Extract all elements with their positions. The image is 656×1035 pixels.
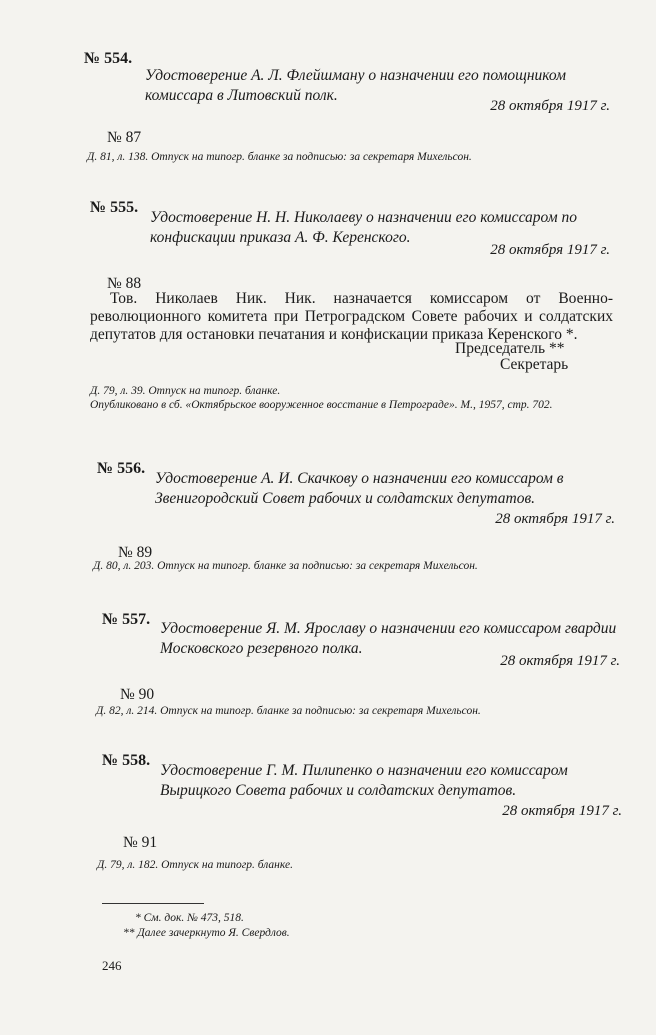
- doc-heading: Удостоверение А. И. Скачкову о назначении его комиссаром в Звенигородский Совет рабочих и солдатских депутатов.: [155, 470, 564, 507]
- page-number: 246: [102, 958, 122, 973]
- archive-source: Д. 81, л. 138. Отпуск на типогр. бланке за подписью: за секретаря Михельсон.: [87, 151, 472, 163]
- doc-number: № 557.: [102, 611, 151, 628]
- archive-source: Д. 79, л. 39. Отпуск на типогр. бланке.: [90, 385, 281, 397]
- doc-heading: Удостоверение А. Л. Флейшману о назначении его помощником комиссара в Литовский полк.: [145, 67, 566, 104]
- signature-secretary: Секретарь: [500, 356, 569, 373]
- footnote-divider: [102, 903, 204, 904]
- outgoing-number: № 88: [107, 275, 142, 292]
- doc-date: 28 октября 1917 г.: [490, 98, 610, 114]
- doc-number: № 558.: [102, 752, 151, 769]
- doc-date: 28 октября 1917 г.: [502, 803, 622, 819]
- doc-date: 28 октября 1917 г.: [490, 242, 610, 258]
- signature-chair: Председатель **: [455, 340, 565, 357]
- doc-heading: Удостоверение Я. М. Ярославу о назначении его комиссаром гвардии Московского резервного полка.: [160, 620, 617, 657]
- doc-number: № 554.: [84, 50, 133, 67]
- outgoing-number: № 89: [118, 544, 153, 561]
- doc-body: Тов. Николаев Ник. Ник. назначается комиссаром от Военно-революционного комитета при Петроградском Совете рабочих и солдатских депутатов для остановки печатания и конфискации приказа Керенского *.: [90, 290, 613, 343]
- archive-source: Д. 82, л. 214. Отпуск на типогр. бланке за подписью: за секретаря Михельсон.: [96, 705, 481, 717]
- doc-date: 28 октября 1917 г.: [495, 511, 615, 527]
- publication-note: Опубликовано в сб. «Октябрьское вооруженное восстание в Петрограде». М., 1957, стр. 702.: [90, 399, 553, 411]
- doc-heading: Удостоверение Н. Н. Николаеву о назначении его комиссаром по конфискации приказа А. Ф. Керенского.: [150, 209, 577, 246]
- doc-heading: Удостоверение Г. М. Пилипенко о назначении его комиссаром Вырицкого Совета рабочих и солдатских депутатов.: [160, 762, 568, 799]
- doc-date: 28 октября 1917 г.: [500, 653, 620, 669]
- outgoing-number: № 91: [123, 834, 158, 851]
- footnote: ** Далее зачеркнуто Я. Свердлов.: [123, 927, 290, 939]
- doc-number: № 556.: [97, 460, 146, 477]
- doc-number: № 555.: [90, 199, 139, 216]
- archive-source: Д. 80, л. 203. Отпуск на типогр. бланке за подписью: за секретаря Михельсон.: [93, 560, 478, 572]
- outgoing-number: № 87: [107, 129, 142, 146]
- outgoing-number: № 90: [120, 686, 155, 703]
- footnote: * См. док. № 473, 518.: [135, 912, 244, 924]
- archive-source: Д. 79, л. 182. Отпуск на типогр. бланке.: [97, 859, 293, 871]
